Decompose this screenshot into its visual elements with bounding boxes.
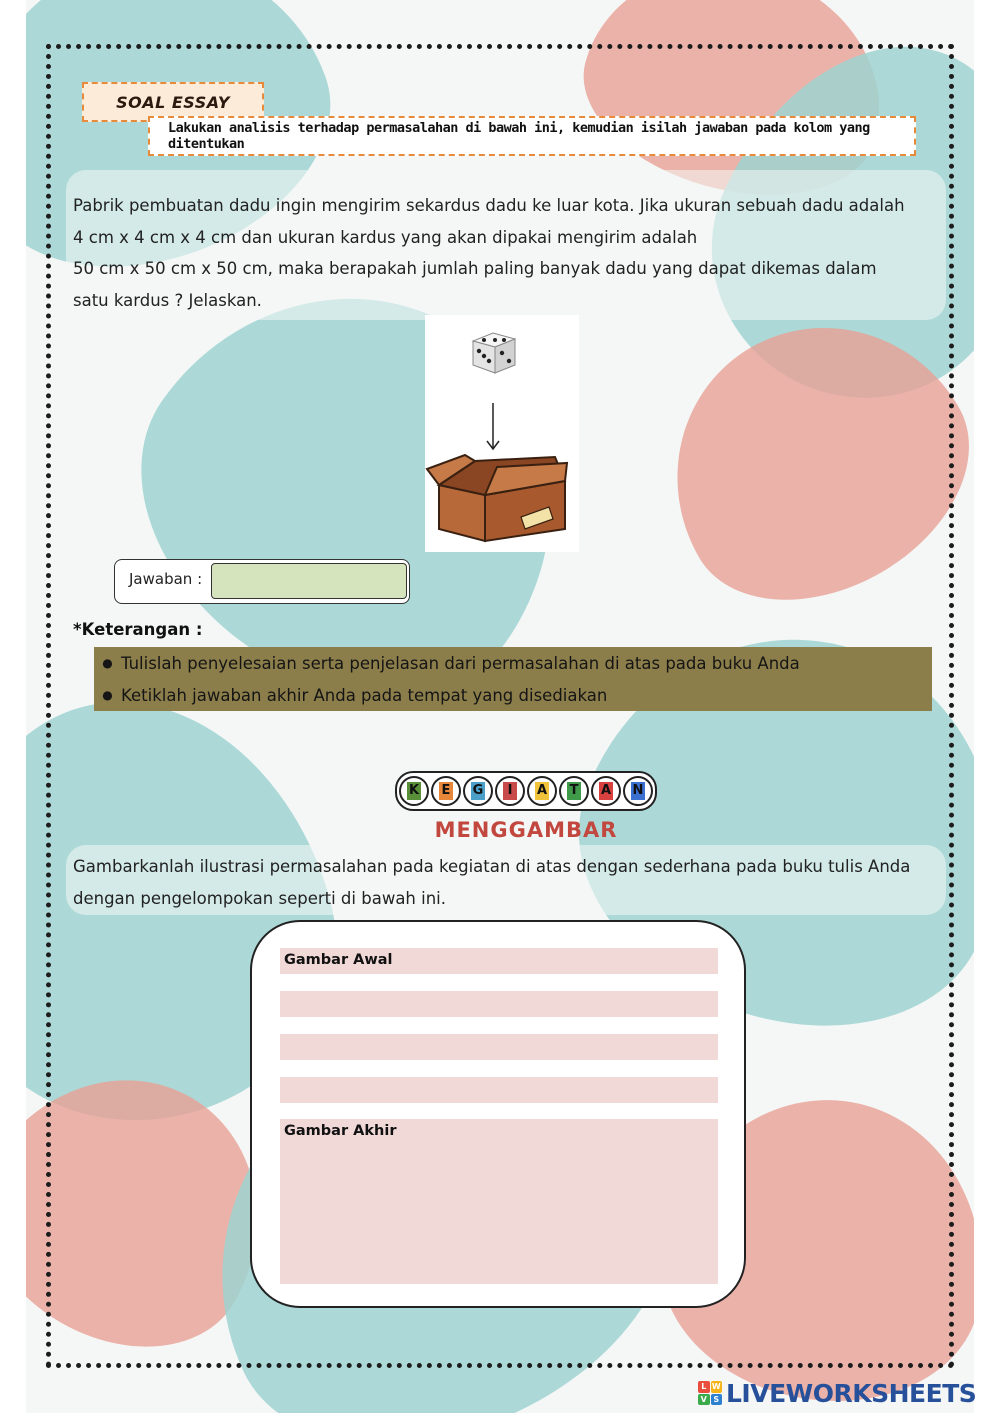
description-line: dengan pengelompokan seperti di bawah ini. [73, 888, 446, 908]
bullet-icon: ● [102, 656, 113, 670]
answer-input[interactable] [211, 563, 407, 599]
instruction-banner [148, 116, 916, 156]
activity-letter-chip [527, 776, 557, 806]
activity-badge [395, 771, 657, 811]
instruction-text: Lakukan analisis terhadap permasalahan di bawah ini, kemudian isilah jawaban pada kolom yang ditentukan [168, 120, 870, 152]
dice-box-svg [425, 315, 579, 552]
problem-line: satu kardus ? Jelaskan. [73, 290, 262, 310]
activity-letter-chip [431, 776, 461, 806]
activity-letter: G [472, 783, 484, 798]
essay-tag: SOAL ESSAY [82, 82, 264, 122]
activity-letter: N [632, 783, 644, 798]
answer-container [114, 559, 410, 604]
drawing-row [280, 1034, 718, 1060]
activity-letter: T [567, 782, 581, 800]
liveworksheets-brand: LIVEWORKSHEETS [726, 1378, 977, 1408]
problem-statement [73, 190, 933, 316]
activity-letter: K [408, 783, 420, 798]
activity-letter-chip [591, 776, 621, 806]
logo-letter: W [711, 1382, 721, 1392]
note-item [94, 679, 607, 711]
note-text: Ketiklah jawaban akhir Anda pada tempat yang disediakan [121, 685, 608, 705]
activity-letter: E [439, 782, 453, 800]
answer-label: Jawaban : [129, 570, 203, 588]
note-item [94, 647, 800, 679]
drawing-row [280, 991, 718, 1017]
notes-title: *Keterangan : [73, 620, 203, 639]
logo-letter: S [711, 1394, 723, 1406]
row-label-first: Gambar Awal [284, 952, 393, 968]
activity-letter-chip [495, 776, 525, 806]
activity-letter: A [600, 783, 612, 798]
activity-letter-chip [623, 776, 653, 806]
logo-letter: L [698, 1381, 710, 1393]
dice-into-box-illustration [425, 315, 579, 552]
drawing-row [280, 1077, 718, 1103]
activity-letter-chip [559, 776, 589, 806]
row-label-last: Gambar Akhir [284, 1123, 397, 1139]
down-arrow-icon [487, 403, 499, 449]
dice-icon [473, 333, 515, 373]
liveworksheets-icon [698, 1381, 722, 1405]
problem-line: Pabrik pembuatan dadu ingin mengirim sekardus dadu ke luar kota. Jika ukuran sebuah dadu adalah [73, 196, 905, 215]
cardboard-box-icon [427, 455, 567, 541]
liveworksheets-logo[interactable] [698, 1377, 976, 1409]
drawing-row-first [280, 948, 718, 974]
problem-line: 4 cm x 4 cm x 4 cm dan ukuran kardus yang akan dipakai mengirim adalah [73, 227, 698, 247]
activity-letter-chip [463, 776, 493, 806]
logo-letter: V [698, 1394, 710, 1406]
notes-list [94, 647, 932, 711]
activity-letter: A [536, 783, 548, 798]
activity-letter-chip [399, 776, 429, 806]
description-line: Gambarkanlah ilustrasi permasalahan pada kegiatan di atas dengan sederhana pada buku tulis Anda [73, 857, 911, 876]
drawing-panel [250, 920, 746, 1308]
activity-description [73, 851, 933, 914]
note-text: Tulislah penyelesaian serta penjelasan dari permasalahan di atas pada buku Anda [121, 653, 800, 673]
drawing-row-last [280, 1119, 718, 1284]
problem-line: 50 cm x 50 cm x 50 cm, maka berapakah jumlah paling banyak dadu yang dapat dikemas dalam [73, 259, 877, 278]
activity-letter: I [503, 782, 517, 800]
bullet-icon: ● [102, 688, 113, 702]
activity-title: MENGGAMBAR [434, 818, 618, 842]
